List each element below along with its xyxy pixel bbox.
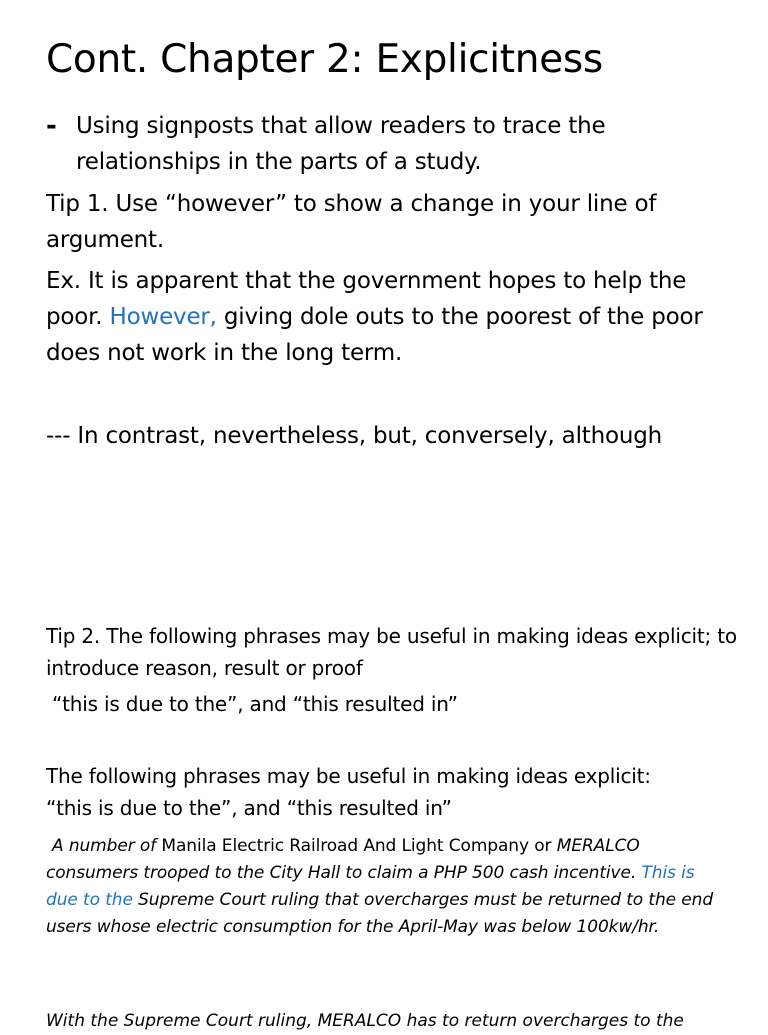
example-2-seg-6: Supreme Court ruling that overcharges must be returned to the end users whose electric consumption for the April-May was below 100kw/hr.	[46, 890, 714, 937]
bullet-item	[46, 108, 746, 180]
example-2-highlight: This is due to the	[46, 863, 695, 910]
tip-2: Tip 2. The following phrases may be useful in making ideas explicit; to introduce reason, result or proof	[46, 624, 737, 680]
bullet-text: Using signposts that allow readers to trace the relationships in the parts of a study.	[76, 113, 606, 175]
tip-2-phrases: “this is due to the”, and “this resulted in”	[52, 692, 458, 716]
slide-title: Cont. Chapter 2: Explicitness	[46, 37, 603, 82]
phrases-list: “this is due to the”, and “this resulted in”	[46, 796, 452, 820]
example-2	[46, 833, 726, 941]
example-2-seg-3: MERALCO	[556, 836, 640, 856]
example-1-highlight: However,	[109, 304, 217, 330]
example-1	[46, 263, 746, 371]
example-1-part-2: giving dole outs to the poorest of the poor does not work in the long term.	[46, 304, 703, 366]
contrast-words: --- In contrast, nevertheless, but, conversely, although	[46, 423, 662, 449]
example-2-seg-2: Manila Electric Railroad And Light Company or	[156, 836, 557, 856]
example-2-seg-1: A number of	[52, 836, 157, 856]
bullet-dash: -	[46, 111, 57, 141]
example-1-part-1: Ex. It is apparent that the government hopes to help the poor.	[46, 268, 687, 330]
phrases-heading: The following phrases may be useful in making ideas explicit:	[46, 764, 651, 788]
tip-1: Tip 1. Use “however” to show a change in your line of argument.	[46, 191, 657, 253]
cutoff-line: With the Supreme Court ruling, MERALCO has to return overcharges to the	[46, 1011, 684, 1031]
example-2-seg-4: consumers trooped to the City Hall to claim a PHP 500 cash incentive.	[46, 863, 642, 883]
